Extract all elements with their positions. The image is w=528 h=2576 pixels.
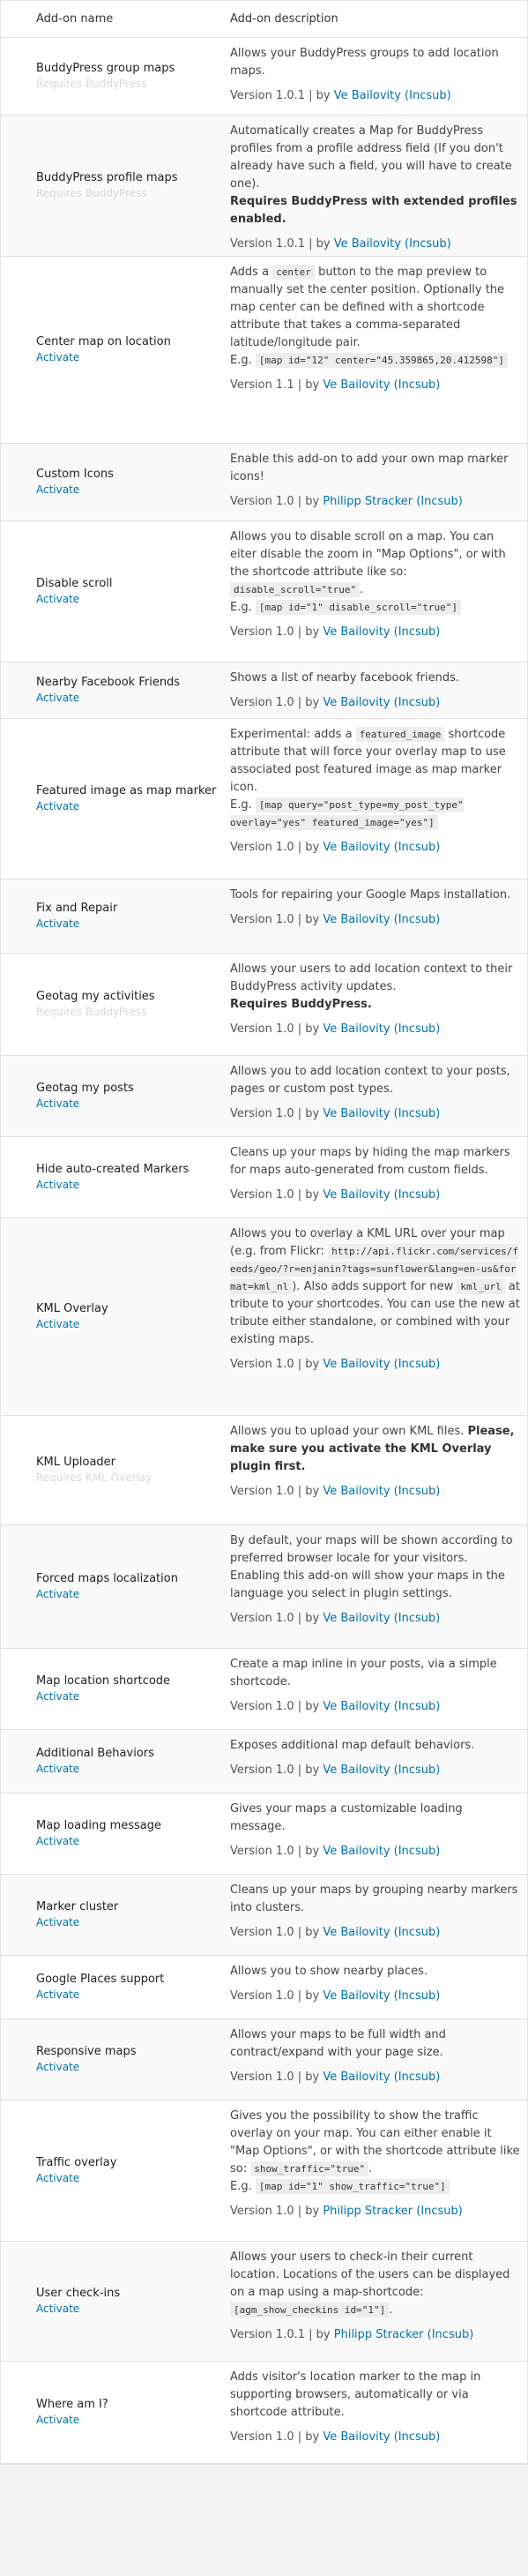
addon-meta: Version 1.0.1 | by Philipp Stracker (Incsub) <box>230 2328 474 2341</box>
addon-meta: Version 1.0 | by Ve Bailovity (Incsub) <box>230 1188 441 1202</box>
addon-name: Map location shortcode <box>36 1674 171 1688</box>
table-row <box>1 1793 527 1875</box>
table-row <box>1 719 527 880</box>
addon-description: Gives you the possibility to show the traffic overlay on your map. You can either enable it "Map Options", or with the shortcode attribute like so: show_traffic="true" . E.g. [map id="1" show_traffic="true"] <box>230 2109 520 2193</box>
addon-description: Allows your users to check-in their current location. Locations of the users can be displayed on a map using a map-shortcode: [agm_show_checkins id="1"] . <box>230 2250 510 2317</box>
addon-name: KML Overlay <box>36 1302 108 1315</box>
author-link[interactable]: Philipp Stracker (Incsub) <box>323 2205 463 2218</box>
table-row <box>1 954 527 1056</box>
activate-link[interactable]: Activate <box>36 1588 80 1600</box>
requirement-note: Requires BuddyPress <box>36 187 147 199</box>
table-row <box>1 1525 527 1649</box>
table-row <box>1 1730 527 1793</box>
addon-meta: Version 1.0 | by Ve Bailovity (Incsub) <box>230 913 441 926</box>
author-link[interactable]: Ve Bailovity (Incsub) <box>323 841 441 854</box>
activate-link[interactable]: Activate <box>36 1835 80 1847</box>
addon-description: Allows you to disable scroll on a map. You can eiter disable the zoom in "Map Options", or with the shortcode attribute like so: disable_scroll="true" . E.g. [map id="1" disable_scroll="true"] <box>230 530 506 614</box>
author-link[interactable]: Ve Bailovity (Incsub) <box>323 696 441 709</box>
author-link[interactable]: Ve Bailovity (Incsub) <box>323 913 441 926</box>
addon-description: Shows a list of nearby facebook friends. <box>230 671 460 685</box>
addon-name: Where am I? <box>36 2398 108 2411</box>
table-row <box>1 1875 527 1956</box>
table-row <box>1 880 527 954</box>
addon-meta: Version 1.0 | by Ve Bailovity (Incsub) <box>230 1022 441 1036</box>
addon-description: Adds visitor's location marker to the map in supporting browsers, automatically or via shortcode attribute. <box>230 2370 481 2419</box>
author-link[interactable]: Ve Bailovity (Incsub) <box>323 1989 441 2003</box>
addon-name: Disable scroll <box>36 577 113 590</box>
author-link[interactable]: Philipp Stracker (Incsub) <box>333 2328 474 2341</box>
activate-link[interactable]: Activate <box>36 1988 80 2001</box>
addon-name: BuddyPress profile maps <box>36 171 178 184</box>
activate-link[interactable]: Activate <box>36 2172 80 2184</box>
author-link[interactable]: Ve Bailovity (Incsub) <box>323 1700 441 1713</box>
addon-meta: Version 1.0 | by Ve Bailovity (Incsub) <box>230 1764 441 1777</box>
requirement-text: Requires BuddyPress with extended profiles enabled. <box>230 195 517 226</box>
addon-meta: Version 1.0 | by Ve Bailovity (Incsub) <box>230 1926 441 1939</box>
activate-link[interactable]: Activate <box>36 1690 80 1703</box>
addon-description: Allows you to add location context to your posts, pages or custom post types. <box>230 1065 510 1096</box>
table-row <box>1 521 527 663</box>
addon-name: Geotag my activities <box>36 990 155 1003</box>
addon-name: Forced maps localization <box>36 1572 178 1585</box>
activate-link[interactable]: Activate <box>36 917 80 930</box>
author-link[interactable]: Ve Bailovity (Incsub) <box>323 1926 441 1939</box>
addon-meta: Version 1.0 | by Ve Bailovity (Incsub) <box>230 1989 441 2003</box>
requirement-text: Please, make sure you activate the KML Overlay plugin first. <box>230 1425 515 1473</box>
activate-link[interactable]: Activate <box>36 1763 80 1775</box>
author-link[interactable]: Ve Bailovity (Incsub) <box>323 1188 441 1202</box>
requirement-text: Requires BuddyPress. <box>230 998 372 1011</box>
activate-link[interactable]: Activate <box>36 2414 80 2426</box>
addon-meta: Version 1.0 | by Ve Bailovity (Incsub) <box>230 2430 441 2444</box>
table-row <box>1 1956 527 2019</box>
addon-meta: Version 1.1 | by Ve Bailovity (Incsub) <box>230 378 441 392</box>
addon-meta: Version 1.0 | by Philipp Stracker (Incsub) <box>230 495 463 508</box>
addon-name: Geotag my posts <box>36 1082 134 1095</box>
author-link[interactable]: Ve Bailovity (Incsub) <box>323 1845 441 1858</box>
activate-link[interactable]: Activate <box>36 1318 80 1330</box>
addon-description: Adds a center button to the map preview to manually set the center position. Optionally the map center can be defined with a shortcode attribute that takes a comma-separated latitude/longitude pair. E.g. [map id="12" center="45.359865,20.412598"] <box>230 264 520 370</box>
addon-meta: Version 1.0 | by Ve Bailovity (Incsub) <box>230 2071 441 2084</box>
activate-link[interactable]: Activate <box>36 483 80 496</box>
addon-description: Allows you to show nearby places. <box>230 1965 428 1978</box>
table-row <box>1 38 527 116</box>
addon-description: By default, your maps will be shown according to preferred browser locale for your visitors. Enabling this add-on will show your maps in the language you select in plugin settings. <box>230 1534 513 1600</box>
author-link[interactable]: Ve Bailovity (Incsub) <box>323 1358 441 1371</box>
addon-name: Nearby Facebook Friends <box>36 676 181 689</box>
addon-description: Create a map inline in your posts, via a simple shortcode. <box>230 1658 497 1689</box>
addon-meta: Version 1.0 | by Philipp Stracker (Incsub) <box>230 2205 463 2218</box>
author-link[interactable]: Ve Bailovity (Incsub) <box>323 1612 441 1625</box>
activate-link[interactable]: Activate <box>36 1916 80 1928</box>
addon-description: Tools for repairing your Google Maps installation. <box>230 888 511 902</box>
header-addon-name[interactable]: Add-on name <box>36 12 114 26</box>
addon-name: Fix and Repair <box>36 902 118 915</box>
activate-link[interactable]: Activate <box>36 1179 80 1191</box>
addon-meta: Version 1.0 | by Ve Bailovity (Incsub) <box>230 841 441 854</box>
activate-link[interactable]: Activate <box>36 800 80 812</box>
table-row <box>1 1416 527 1525</box>
addon-name: Additional Behaviors <box>36 1747 154 1760</box>
activate-link[interactable]: Activate <box>36 351 80 363</box>
addon-description: Allows you to upload your own KML files. Please, make sure you activate the KML Overlay plugin first. <box>230 1425 515 1473</box>
addon-description: Cleans up your maps by hiding the map markers for maps auto-generated from custom fields. <box>230 1146 510 1177</box>
addon-name: Google Places support <box>36 1973 165 1986</box>
addon-description: Allows your maps to be full width and contract/expand with your page size. <box>230 2028 446 2059</box>
table-row <box>1 2019 527 2100</box>
addon-description: Exposes additional map default behaviors. <box>230 1739 475 1752</box>
activate-link[interactable]: Activate <box>36 593 80 605</box>
table-row <box>1 663 527 719</box>
addon-name: Hide auto-created Markers <box>36 1163 190 1176</box>
addon-name: Featured image as map marker <box>36 784 217 798</box>
addon-meta: Version 1.0 | by Ve Bailovity (Incsub) <box>230 625 441 639</box>
header-addon-description[interactable]: Add-on description <box>230 12 338 26</box>
requirement-note: Requires BuddyPress <box>36 78 147 90</box>
author-link[interactable]: Ve Bailovity (Incsub) <box>323 1485 441 1498</box>
table-row <box>1 1056 527 1137</box>
author-link[interactable]: Ve Bailovity (Incsub) <box>323 1764 441 1777</box>
addon-description: Allows your users to add location context to their BuddyPress activity updates. Requires BuddyPress. <box>230 962 513 1011</box>
table-row <box>1 1218 527 1416</box>
table-row <box>1 2362 527 2464</box>
addon-meta: Version 1.0 | by Ve Bailovity (Incsub) <box>230 1107 441 1120</box>
addon-description: Allows your BuddyPress groups to add location maps. <box>230 47 499 78</box>
author-link[interactable]: Ve Bailovity (Incsub) <box>323 1107 441 1120</box>
addon-name: Responsive maps <box>36 2045 137 2058</box>
addon-name: Traffic overlay <box>36 2156 117 2169</box>
addon-meta: Version 1.0 | by Ve Bailovity (Incsub) <box>230 1612 441 1625</box>
addon-name: BuddyPress group maps <box>36 62 175 75</box>
table-row <box>1 116 527 257</box>
addon-meta: Version 1.0.1 | by Ve Bailovity (Incsub) <box>230 89 451 102</box>
author-link[interactable]: Ve Bailovity (Incsub) <box>323 2071 441 2084</box>
requirement-note: Requires KML Overlay <box>36 1471 152 1484</box>
addon-description: Automatically creates a Map for BuddyPress profiles from a profile address field (If you don't already have such a field, you will have to create one). Requires BuddyPress with extended profiles enabled. <box>230 124 517 226</box>
activate-link[interactable]: Activate <box>36 2061 80 2073</box>
table-row <box>1 2242 527 2362</box>
activate-link[interactable]: Activate <box>36 1097 80 1110</box>
addon-name: User check-ins <box>36 2287 121 2300</box>
author-link[interactable]: Ve Bailovity (Incsub) <box>333 237 451 251</box>
table-row <box>1 1649 527 1730</box>
addon-meta: Version 1.0 | by Ve Bailovity (Incsub) <box>230 696 441 709</box>
addon-description: Allows you to overlay a KML URL over your map (e.g. from Flickr: http://api.flickr.com/services/feeds/geo/?r=enjanin?tags=sunflower&lang=en-us&format=kml_nl ). Also adds support for new kml_url attribute to your shortcodes. You can use the new attribute either standalone, or combined with your existing maps. <box>230 1227 520 1346</box>
addon-name: KML Uploader <box>36 1456 116 1469</box>
addon-meta: Version 1.0 | by Ve Bailovity (Incsub) <box>230 1358 441 1371</box>
addon-name: Center map on location <box>36 335 171 348</box>
author-link[interactable]: Ve Bailovity (Incsub) <box>333 89 451 102</box>
author-link[interactable]: Philipp Stracker (Incsub) <box>323 495 463 508</box>
activate-link[interactable]: Activate <box>36 692 80 704</box>
author-link[interactable]: Ve Bailovity (Incsub) <box>323 1022 441 1036</box>
addon-meta: Version 1.0 | by Ve Bailovity (Incsub) <box>230 1700 441 1713</box>
addon-meta: Version 1.0.1 | by Ve Bailovity (Incsub) <box>230 237 451 251</box>
author-link[interactable]: Ve Bailovity (Incsub) <box>323 2430 441 2444</box>
addon-name: Marker cluster <box>36 1900 119 1913</box>
addon-name: Custom Icons <box>36 468 114 481</box>
table-row <box>1 257 527 444</box>
activate-link[interactable]: Activate <box>36 2303 80 2315</box>
addon-name: Map loading message <box>36 1819 162 1832</box>
addon-meta: Version 1.0 | by Ve Bailovity (Incsub) <box>230 1485 441 1498</box>
table-row <box>1 2100 527 2242</box>
addon-meta: Version 1.0 | by Ve Bailovity (Incsub) <box>230 1845 441 1858</box>
table-header <box>1 1 527 38</box>
addon-description: Enable this add-on to add your own map marker icons! <box>230 453 509 483</box>
addon-description: Cleans up your maps by grouping nearby markers into clusters. <box>230 1883 518 1914</box>
addon-description: Experimental: adds a featured_image shortcode attribute that will force your overlay map to use associated post featured image as map marker icon. E.g. [map query="post_type=my_post_type" overlay="yes" featured_image="yes"] <box>230 728 506 828</box>
table-row <box>1 1137 527 1218</box>
table-row <box>1 444 527 521</box>
requirement-note: Requires BuddyPress <box>36 1006 147 1018</box>
addon-description: Gives your maps a customizable loading message. <box>230 1802 463 1833</box>
author-link[interactable]: Ve Bailovity (Incsub) <box>323 378 441 392</box>
author-link[interactable]: Ve Bailovity (Incsub) <box>323 625 441 639</box>
